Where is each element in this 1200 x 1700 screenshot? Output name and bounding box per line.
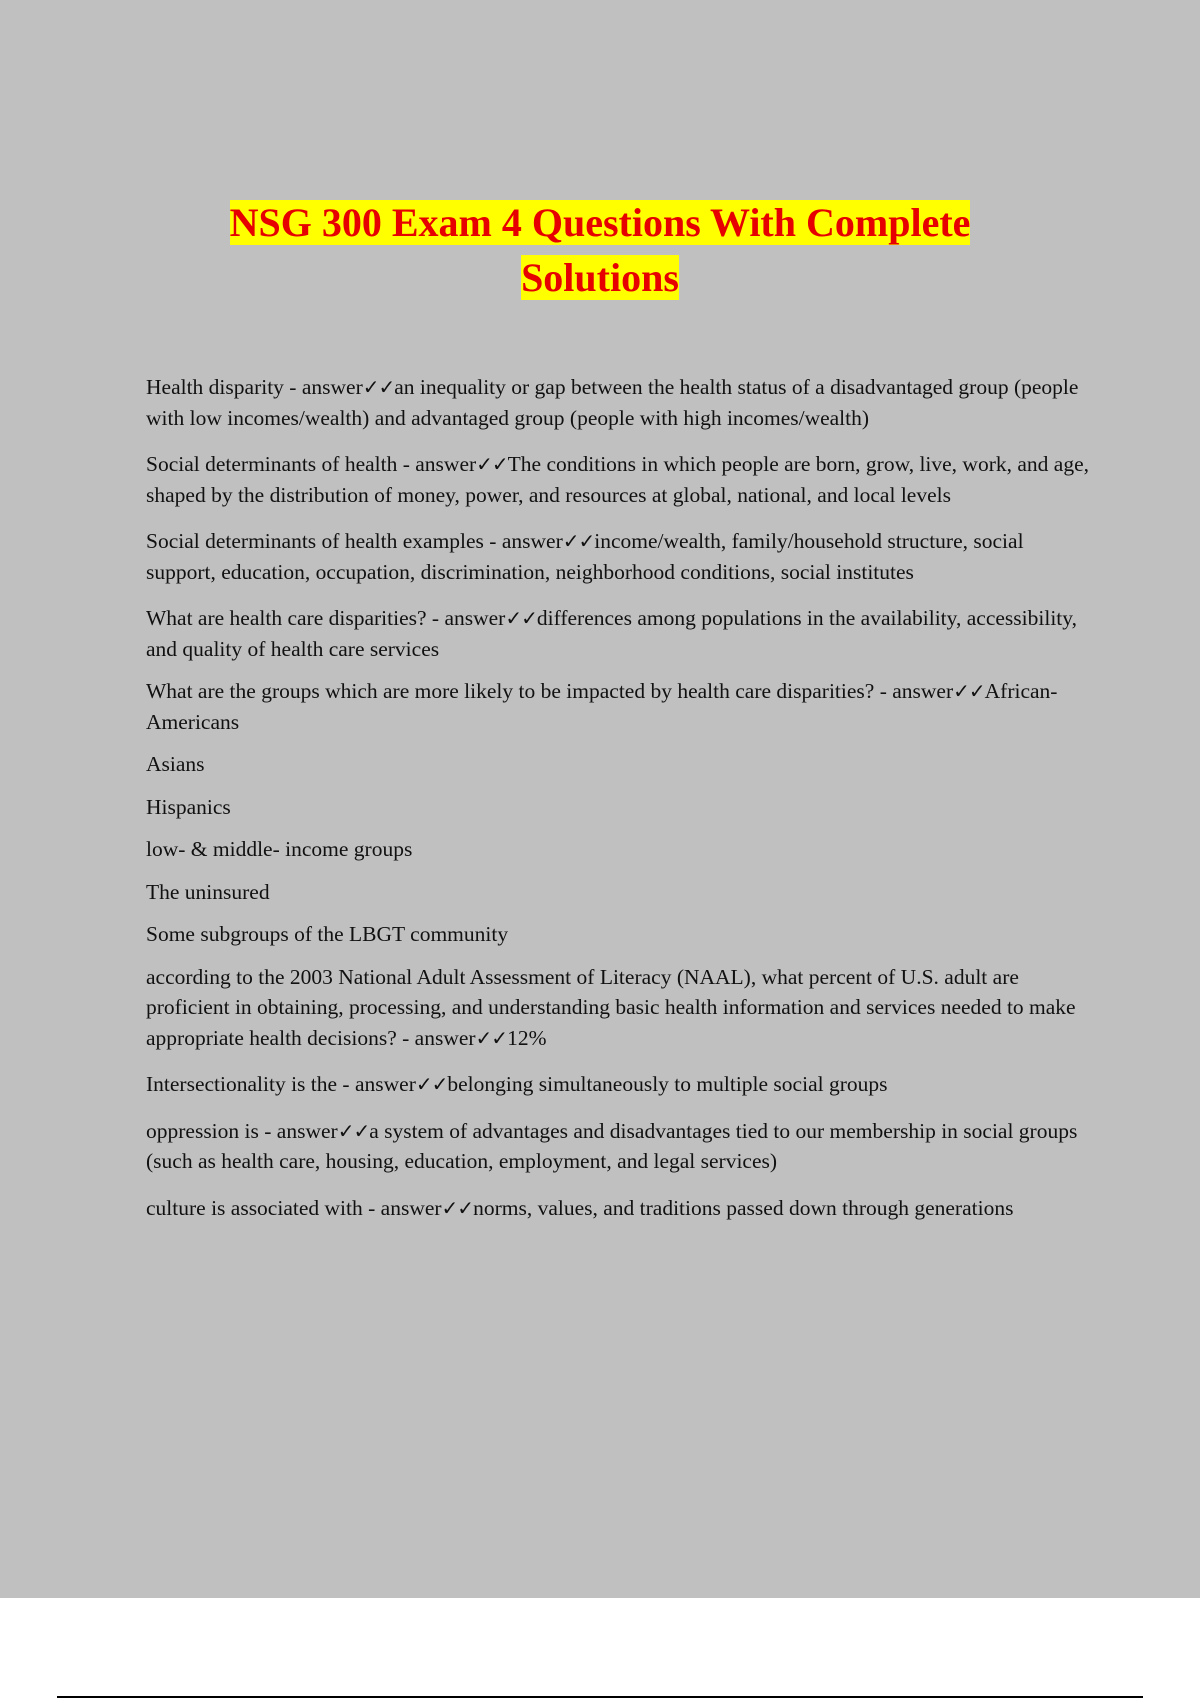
answer-label: answer (415, 452, 477, 476)
check-icon: ✓✓ (505, 606, 537, 630)
answer-text: income/wealth, family/household structure, social support, education, occupation, discrimination, neighborhood conditions, social institutes (146, 529, 1024, 584)
document-title (100, 195, 1100, 305)
qa-content (146, 372, 1091, 1239)
list-line: The uninsured (146, 879, 270, 904)
qa-item (146, 962, 1091, 1054)
question-text: What are the groups which are more likely to be impacted by health care disparities? - (146, 679, 893, 703)
qa-item (146, 1069, 1091, 1100)
answer-label: answer (380, 1195, 442, 1220)
answer-text: differences among populations in the availability, accessibility, and quality of health care services (146, 606, 1077, 661)
check-icon: ✓✓ (953, 679, 985, 703)
title-line-1: NSG 300 Exam 4 Questions With Complete (229, 199, 971, 245)
answer-text: belonging simultaneously to multiple social groups (447, 1072, 888, 1096)
list-line: Some subgroups of the LBGT community (146, 922, 509, 946)
check-icon: ✓✓ (337, 1118, 370, 1143)
question-text: culture is associated with - (146, 1195, 381, 1220)
check-icon: ✓✓ (475, 1025, 508, 1050)
answer-label: answer (444, 606, 506, 630)
answer-text: The conditions in which people are born, grow, live, work, and age, shaped by the distribution of money, power, and resources at global, national, and local levels (146, 452, 1090, 507)
answer-text: norms, values, and traditions passed down through generations (473, 1195, 1014, 1220)
answer-label: answer (414, 1025, 476, 1050)
qa-item (146, 372, 1091, 433)
list-line: low- & middle- income groups (146, 837, 413, 861)
question-text: Intersectionality is the - (146, 1072, 355, 1096)
answer-label: answer (276, 1118, 338, 1143)
answer-label: answer (501, 529, 563, 553)
question-text: oppression is - (146, 1118, 277, 1143)
answer-text: 12% (507, 1025, 547, 1050)
answer-label: answer (301, 375, 363, 399)
qa-item (146, 1193, 1091, 1224)
question-text: Social determinants of health - (146, 452, 416, 476)
qa-item (146, 526, 1091, 587)
check-icon: ✓✓ (562, 529, 595, 553)
check-icon: ✓✓ (476, 452, 508, 476)
question-text: What are health care disparities? - (146, 606, 445, 630)
qa-item (146, 676, 1091, 737)
check-icon: ✓✓ (441, 1195, 474, 1220)
answer-label: answer (892, 679, 954, 703)
answer-text: a system of advantages and disadvantages tied to our membership in social groups (such as health care, housing, education, employment, and legal services) (146, 1118, 1078, 1173)
check-icon: ✓✓ (415, 1072, 448, 1096)
answer-text: African-Americans (146, 679, 1058, 734)
title-line-2: Solutions (521, 254, 679, 300)
list-line: Hispanics (146, 794, 231, 819)
qa-item (146, 449, 1091, 510)
question-text: Health disparity - (146, 375, 302, 399)
answer-text: an inequality or gap between the health status of a disadvantaged group (people with low incomes/wealth) and advantaged group (people with high incomes/wealth) (146, 375, 1079, 430)
answer-label: answer (354, 1072, 416, 1096)
qa-item (146, 603, 1091, 664)
list-line: Asians (146, 752, 205, 776)
question-text: Social determinants of health examples - (146, 529, 502, 553)
question-text: according to the 2003 National Adult Assessment of Literacy (NAAL), what percent of U.S. adult are proficient in obtaining, processing, and understanding basic health information and services needed to make appropriate health decisions? - (146, 964, 1076, 1050)
footer-divider (57, 1696, 1143, 1698)
check-icon: ✓✓ (362, 375, 395, 399)
qa-item (146, 1116, 1091, 1177)
